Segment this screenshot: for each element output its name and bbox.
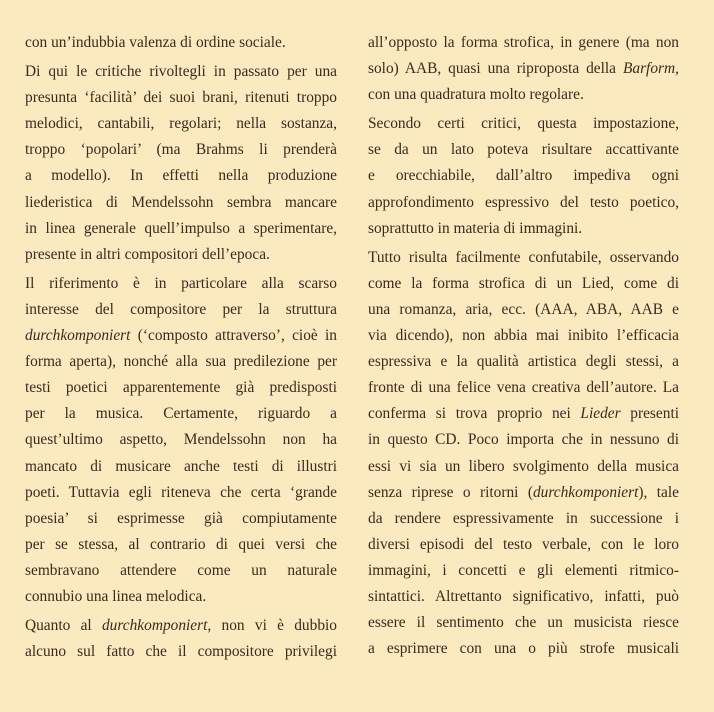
- text-run: testi poetici apparentemente già predisposti: [25, 379, 337, 397]
- text-line: [368, 375, 679, 401]
- text-line: [368, 271, 679, 297]
- text-line: [368, 584, 679, 610]
- text-run: sembravano attendere come un naturale: [25, 561, 337, 579]
- text-run: presunta ‘facilità’ dei suoi brani, ritenuti troppo: [25, 89, 337, 107]
- italic-term: durchkomponiert: [25, 327, 131, 345]
- text-line: [368, 216, 679, 242]
- text-run: connubio una linea melodica.: [25, 587, 207, 605]
- text-line: [368, 163, 679, 189]
- text-line: [25, 375, 337, 401]
- text-line: [25, 323, 337, 349]
- text-line: [25, 558, 337, 584]
- italic-term: durchkomponiert: [101, 617, 208, 635]
- left-text-column: [25, 30, 337, 665]
- text-line: [368, 636, 679, 662]
- text-line: [25, 30, 337, 56]
- paragraph: [25, 613, 337, 665]
- text-run: essi vi sia un libero svolgimento della musica: [368, 457, 679, 475]
- text-run: presenti: [620, 405, 679, 423]
- text-run: ,: [675, 60, 679, 78]
- italic-term: Barform: [622, 60, 676, 78]
- text-run: in linea generale quell’impulso a sperimentare,: [25, 219, 337, 237]
- paragraph: [368, 245, 679, 663]
- text-line: [368, 30, 679, 56]
- paragraph: [25, 271, 337, 610]
- text-line: [25, 111, 337, 137]
- text-line: [25, 454, 337, 480]
- text-run: Di qui le critiche rivoltegli in passato per una: [25, 63, 337, 81]
- text-line: [368, 427, 679, 453]
- text-run: (‘composto attraverso’, cioè in: [130, 327, 337, 345]
- text-run: alcuno sul fatto che il compositore privilegi: [25, 643, 337, 661]
- text-run: , non vi è dubbio: [207, 617, 337, 635]
- text-run: forma aperta), nonché alla sua predilezione per: [25, 353, 337, 371]
- text-line: [25, 506, 337, 532]
- text-run: poesia’ si esprimesse già compiutamente: [25, 509, 337, 527]
- paragraph: [25, 59, 337, 268]
- text-run: mancato di musicare anche testi di illustri: [25, 457, 337, 475]
- text-line: [368, 610, 679, 636]
- text-line: [368, 190, 679, 216]
- text-line: [25, 613, 337, 639]
- text-line: [368, 401, 679, 427]
- text-line: [25, 349, 337, 375]
- text-run: senza riprese o ritorni (: [368, 483, 533, 501]
- text-run: in questo CD. Poco importa che in nessuno di: [368, 431, 679, 449]
- text-run: diversi episodi del testo verbale, con le loro: [368, 535, 679, 553]
- paragraph: [25, 30, 337, 56]
- text-run: poeti. Tuttavia egli riteneva che certa ‘grande: [25, 483, 337, 501]
- text-line: [25, 137, 337, 163]
- text-line: [25, 401, 337, 427]
- text-run: immagini, i concetti e gli elementi ritmico-: [368, 561, 679, 579]
- text-line: [25, 242, 337, 268]
- text-line: [25, 297, 337, 323]
- text-run: con un’indubbia valenza di ordine sociale.: [25, 34, 286, 51]
- text-run: quest’ultimo aspetto, Mendelssohn non ha: [25, 431, 337, 449]
- text-line: [368, 349, 679, 375]
- text-line: [25, 639, 337, 665]
- text-line: [25, 271, 337, 297]
- text-run: presente in altri compositori dell’epoca.: [25, 245, 270, 263]
- text-line: [368, 532, 679, 558]
- text-line: [368, 111, 679, 137]
- text-run: Quanto al: [25, 617, 102, 635]
- text-run: e orecchiabile, dall’altro impediva ogni: [368, 167, 679, 185]
- paragraph: [368, 111, 679, 241]
- text-line: [25, 427, 337, 453]
- text-run: da rendere espressivamente in successione i: [368, 509, 679, 527]
- text-run: una romanza, aria, ecc. (AAA, ABA, AAB e: [368, 300, 679, 318]
- text-run: interesse del compositore per la struttura: [25, 300, 337, 318]
- text-run: espressiva e la qualità artistica degli stessi, a: [368, 353, 679, 371]
- text-run: per se stessa, al contrario di quei versi che: [25, 535, 337, 553]
- text-run: all’opposto la forma strofica, in genere (ma non: [368, 34, 679, 51]
- italic-term: Lieder: [580, 405, 621, 423]
- text-run: solo) AAB, quasi una riproposta della: [368, 60, 623, 78]
- text-line: [368, 506, 679, 532]
- text-line: [368, 137, 679, 163]
- text-line: [368, 245, 679, 271]
- text-line: [25, 59, 337, 85]
- italic-term: durchkomponiert: [532, 483, 639, 501]
- text-run: Tutto risulta facilmente confutabile, osservando: [368, 248, 679, 266]
- text-line: [25, 216, 337, 242]
- text-run: a modello). In effetti nella produzione: [25, 167, 337, 185]
- text-run: soprattutto in materia di immagini.: [368, 219, 583, 237]
- text-run: Secondo certi critici, questa impostazione,: [368, 115, 679, 133]
- text-run: liederistica di Mendelssohn sembra mancare: [25, 193, 337, 211]
- text-line: [368, 56, 679, 82]
- text-line: [368, 297, 679, 323]
- paragraph: [368, 30, 679, 108]
- text-line: [368, 82, 679, 108]
- text-run: se da un lato poteva risultare accattivante: [368, 141, 679, 159]
- right-text-column: [368, 30, 679, 662]
- text-run: via dicendo), non abbia mai inibito l’efficacia: [368, 327, 679, 345]
- text-run: Il riferimento è in particolare alla scarso: [25, 274, 337, 292]
- text-line: [25, 163, 337, 189]
- text-run: approfondimento espressivo del testo poetico,: [368, 193, 679, 211]
- text-run: essere il sentimento che un musicista riesce: [368, 614, 679, 632]
- text-run: ), tale: [638, 483, 679, 501]
- text-line: [368, 480, 679, 506]
- text-line: [25, 584, 337, 610]
- text-run: fronte di una felice vena creativa dell’autore. La: [368, 379, 679, 397]
- text-line: [25, 532, 337, 558]
- text-run: troppo ‘popolari’ (ma Brahms li prenderà: [25, 141, 337, 159]
- text-line: [368, 558, 679, 584]
- text-run: come la forma strofica di un Lied, come di: [368, 274, 679, 292]
- text-line: [368, 454, 679, 480]
- text-run: melodici, cantabili, regolari; nella sostanza,: [25, 115, 337, 133]
- text-line: [368, 323, 679, 349]
- text-run: per la musica. Certamente, riguardo a: [25, 405, 337, 423]
- text-run: conferma si trova proprio nei: [368, 405, 581, 423]
- text-run: sintattici. Altrettanto significativo, infatti, può: [368, 587, 679, 605]
- text-run: a esprimere con una o più strofe musicali: [368, 640, 679, 658]
- text-run: con una quadratura molto regolare.: [368, 86, 584, 104]
- text-line: [25, 480, 337, 506]
- text-line: [25, 85, 337, 111]
- text-line: [25, 190, 337, 216]
